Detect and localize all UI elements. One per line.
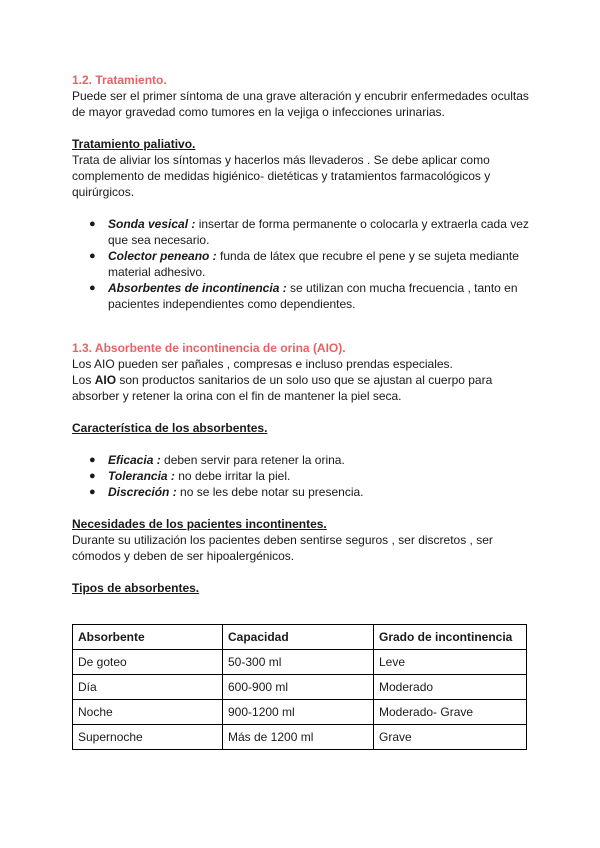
bullet-icon: ● (89, 470, 96, 482)
necesidades-paragraph: Durante su utilización los pacientes deben sentirse seguros , ser discretos , ser cómodos y deben de ser hipoalergénicos. (72, 533, 493, 563)
paliativo-paragraph: Trata de aliviar los síntomas y hacerlos más llevaderos . Se debe aplicar como complemento de medidas higiénico- dietéticas y tratamientos farmacológicos y quirúrgicos. (72, 153, 491, 199)
table-cell: Moderado (374, 675, 527, 700)
table-cell: Supernoche (73, 725, 223, 750)
bullet-icon: ● (89, 218, 96, 230)
table-cell: Más de 1200 ml (223, 725, 374, 750)
table-cell: Moderado- Grave (374, 700, 527, 725)
heading-tipos: Tipos de absorbentes. (72, 581, 200, 595)
list-item: ● Absorbentes de incontinencia : se utilizan con mucha frecuencia , tanto en pacientes independientes como dependientes. (89, 281, 518, 311)
bullet-icon: ● (89, 486, 96, 498)
heading-necesidades: Necesidades de los pacientes incontinentes. (72, 517, 327, 531)
bullet-icon: ● (89, 454, 96, 466)
column-header: Capacidad (223, 625, 374, 650)
absorbent-types-table (72, 624, 527, 750)
document-page (72, 72, 532, 750)
bullet-icon: ● (89, 250, 96, 262)
heading-caracteristica: Característica de los absorbentes. (72, 421, 268, 435)
aio-line-2: Los AIO son productos sanitarios de un solo uso que se ajustan al cuerpo para absorber y retener la orina con el fin de mantener la piel seca. (72, 373, 493, 403)
table-cell: De goteo (73, 650, 223, 675)
list-item: ● Discreción : no se les debe notar su presencia. (89, 485, 364, 499)
list-item: ● Tolerancia : no debe irritar la piel. (89, 469, 291, 483)
list-item: ● Sonda vesical : insertar de forma permanente o colocarla y extraerla cada vez que sea necesario. (89, 217, 529, 247)
table-row (73, 725, 527, 750)
table-cell: Día (73, 675, 223, 700)
table-row (73, 700, 527, 725)
table-row (73, 675, 527, 700)
section-title-tratamiento: 1.2. Tratamiento. (72, 73, 167, 87)
bullet-icon: ● (89, 282, 96, 294)
list-item: ● Eficacia : deben servir para retener la orina. (89, 453, 345, 467)
table-header-row (73, 625, 527, 650)
list-item: ● Colector peneano : funda de látex que recubre el pene y se sujeta mediante material adhesivo. (89, 249, 519, 279)
column-header: Absorbente (73, 625, 223, 650)
heading-tratamiento-paliativo: Tratamiento paliativo. (72, 137, 196, 151)
table-cell: 50-300 ml (223, 650, 374, 675)
aio-line-1: Los AIO pueden ser pañales , compresas e incluso prendas especiales. (72, 357, 453, 371)
tratamiento-paragraph: Puede ser el primer síntoma de una grave alteración y encubrir enfermedades ocultas de mayor gravedad como tumores en la vejiga o infecciones urinarias. (72, 89, 529, 119)
table-cell: Leve (374, 650, 527, 675)
table-row (73, 650, 527, 675)
table-cell: 600-900 ml (223, 675, 374, 700)
paliativo-list (72, 216, 532, 312)
column-header: Grado de incontinencia (374, 625, 527, 650)
table-cell: Noche (73, 700, 223, 725)
table-cell: Grave (374, 725, 527, 750)
table-cell: 900-1200 ml (223, 700, 374, 725)
section-title-absorbente: 1.3. Absorbente de incontinencia de orina (AIO). (72, 341, 346, 355)
caracteristica-list (72, 452, 532, 500)
